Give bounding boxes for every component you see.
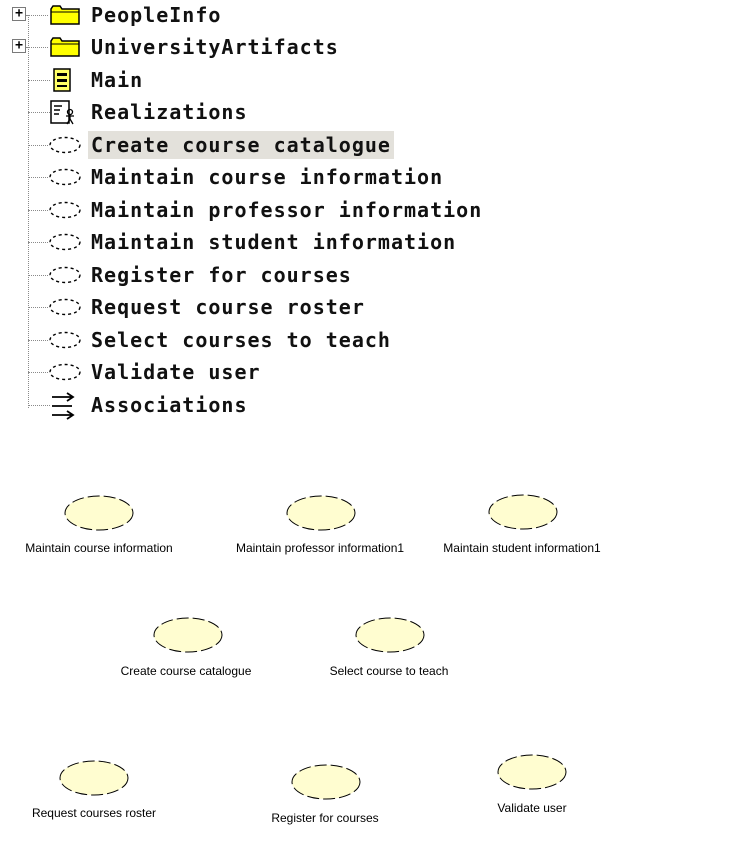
use-case-icon: [48, 200, 82, 225]
tree-item-label[interactable]: Main: [91, 68, 144, 92]
tree-item-universityartifacts[interactable]: [0, 32, 741, 64]
tree-item-associations[interactable]: [0, 390, 741, 422]
tree-item-label[interactable]: PeopleInfo: [91, 3, 222, 27]
use-case-icon: [48, 167, 82, 192]
folder-icon: [50, 37, 80, 62]
diagram-icon: [53, 68, 71, 97]
tree-item-label[interactable]: Register for courses: [91, 263, 352, 287]
expand-icon[interactable]: +: [12, 39, 26, 53]
tree-item-label[interactable]: Maintain student information: [91, 230, 457, 254]
tree-item-label[interactable]: Maintain course information: [91, 165, 444, 189]
use-case-icon: [48, 265, 82, 290]
tree-item-label[interactable]: Select courses to teach: [91, 328, 391, 352]
use-case-icon: [48, 330, 82, 355]
tree-item-label[interactable]: UniversityArtifacts: [91, 35, 339, 59]
use-case-label: Select course to teach: [329, 664, 449, 678]
use-case-icon: [48, 232, 82, 257]
tree-item-use-case[interactable]: [0, 260, 741, 292]
use-case-label: Register for courses: [271, 811, 379, 825]
tree-item-use-case[interactable]: [0, 130, 741, 162]
use-case-icon: [48, 362, 82, 387]
use-case-label: Maintain course information: [25, 541, 173, 555]
association-icon: [50, 391, 78, 426]
tree-item-use-case[interactable]: [0, 227, 741, 259]
use-case-label: Maintain professor information1: [235, 541, 405, 555]
tree-item-use-case[interactable]: [0, 357, 741, 389]
tree-item-label[interactable]: Associations: [91, 393, 248, 417]
tree-item-use-case[interactable]: [0, 195, 741, 227]
use-case-label: Create course catalogue: [120, 664, 252, 678]
tree-item-label[interactable]: Realizations: [91, 100, 248, 124]
use-case-diagram: [0, 430, 741, 841]
tree-item-use-case[interactable]: [0, 162, 741, 194]
expand-icon[interactable]: +: [12, 7, 26, 21]
tree-item-main[interactable]: [0, 65, 741, 97]
use-case-label: Maintain student information1: [443, 541, 601, 555]
tree-item-use-case[interactable]: [0, 292, 741, 324]
tree-item-label[interactable]: Create course catalogue: [88, 131, 394, 159]
tree-item-label[interactable]: Validate user: [91, 360, 261, 384]
tree-item-label[interactable]: Maintain professor information: [91, 198, 483, 222]
tree-item-label[interactable]: Request course roster: [91, 295, 365, 319]
realization-diagram-icon: [50, 100, 78, 131]
use-case-label: Request courses roster: [31, 806, 157, 820]
tree-item-use-case[interactable]: [0, 325, 741, 357]
tree-item-peopleinfo[interactable]: [0, 0, 741, 32]
use-case-icon: [48, 297, 82, 322]
folder-icon: [50, 5, 80, 30]
tree-item-realizations[interactable]: [0, 97, 741, 129]
use-case-label: Validate user: [497, 801, 567, 815]
use-case-icon: [48, 135, 82, 160]
